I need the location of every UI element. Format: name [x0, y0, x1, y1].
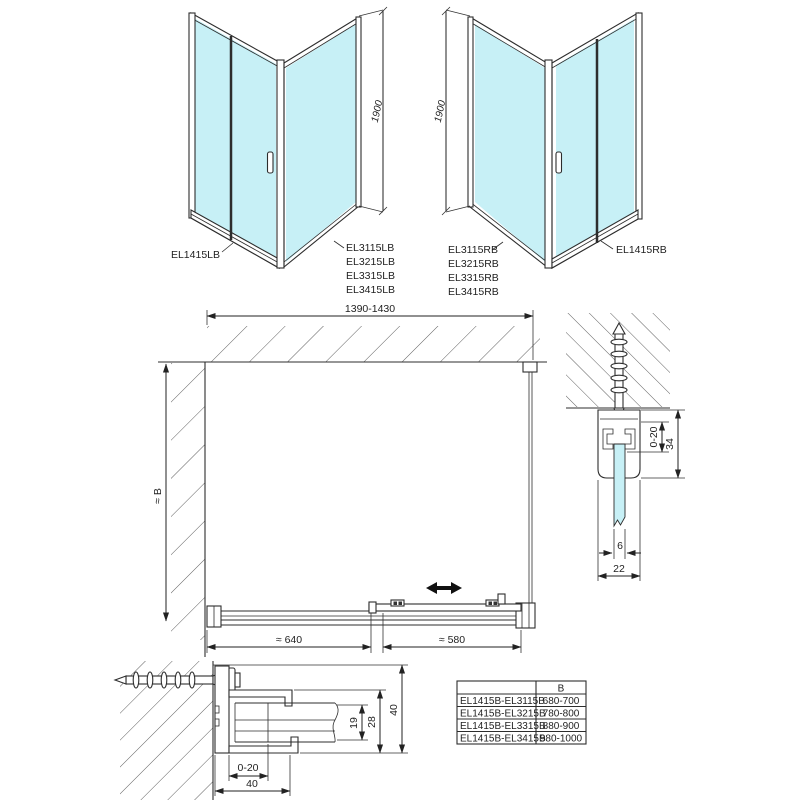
dim-glass-package: 19	[348, 717, 360, 729]
isometric-left-view	[171, 7, 395, 296]
dim-wall-adjust: 0-20	[237, 762, 259, 774]
table-header-b: B	[557, 683, 565, 695]
label-panel-left-3: EL3315LB	[346, 270, 396, 282]
table-cell-b: 780-800	[542, 708, 580, 720]
dim-height-left: 1900	[369, 99, 386, 124]
dim-segment-right: ≈ 580	[438, 634, 466, 646]
door-frame-post	[636, 13, 642, 219]
dim-height-right: 1900	[432, 99, 449, 124]
isometric-right-view	[433, 7, 667, 298]
dim-glass-thickness: 6	[617, 540, 623, 552]
dim-bottom-width: 40	[246, 778, 258, 790]
dim-depth: ≈ B	[152, 488, 164, 504]
label-door-right: EL1415RB	[616, 244, 667, 256]
roller-left	[391, 600, 404, 606]
table-cell-b: 880-900	[542, 721, 580, 732]
slide-direction-arrow	[426, 582, 462, 594]
roller-right	[486, 600, 499, 606]
plan-view	[152, 303, 547, 657]
glass-package	[235, 703, 338, 742]
table-cell-model: EL1415B-EL3215B	[460, 708, 546, 720]
ceiling-hatch	[207, 326, 540, 362]
dim-segment-left: ≈ 640	[275, 634, 303, 646]
side-panel-glass	[475, 24, 545, 262]
size-table	[457, 681, 586, 745]
door-handle	[556, 152, 562, 173]
wall-profile-section	[115, 661, 408, 800]
side-panel-post	[468, 17, 473, 207]
table-cell-b: 680-700	[542, 696, 580, 707]
label-panel-right-3: EL3315RB	[448, 272, 499, 284]
dim-ceiling-adjust: 0-20	[648, 426, 660, 448]
dim-profile-width: 22	[613, 563, 625, 575]
wall-hatch	[171, 363, 205, 640]
dim-profile-height: 34	[664, 438, 676, 450]
glass-pane	[614, 444, 625, 526]
corner-post	[277, 60, 284, 268]
side-panel-glass	[286, 24, 356, 262]
side-panel-post	[356, 17, 361, 207]
wall-profile	[215, 666, 229, 753]
label-panel-right-2: EL3215RB	[448, 258, 499, 270]
dim-flange-span: 28	[366, 716, 378, 728]
ceiling-profile-section	[566, 313, 685, 581]
dim-width: 1390-1430	[344, 303, 396, 315]
table-cell-model: EL1415B-EL3115B	[460, 696, 545, 707]
label-panel-left-4: EL3415LB	[346, 284, 396, 296]
door-stopper	[498, 594, 505, 604]
label-door-left: EL1415LB	[170, 249, 220, 261]
dim-overall: 40	[388, 704, 400, 716]
corner-post	[545, 60, 552, 268]
label-panel-left-2: EL3215LB	[346, 256, 396, 268]
table-cell-model: EL1415B-EL3315B	[460, 721, 546, 732]
table-cell-model: EL1415B-EL3415B	[460, 733, 546, 745]
door-handle	[268, 152, 274, 173]
label-panel-right-1: EL3115RB	[448, 244, 499, 256]
table-cell-b: 980-1000	[539, 733, 583, 745]
label-panel-left-1: EL3115LB	[346, 242, 395, 254]
label-panel-right-4: EL3415RB	[448, 286, 499, 298]
wall-bracket	[523, 362, 537, 372]
door-frame-post	[189, 13, 195, 218]
